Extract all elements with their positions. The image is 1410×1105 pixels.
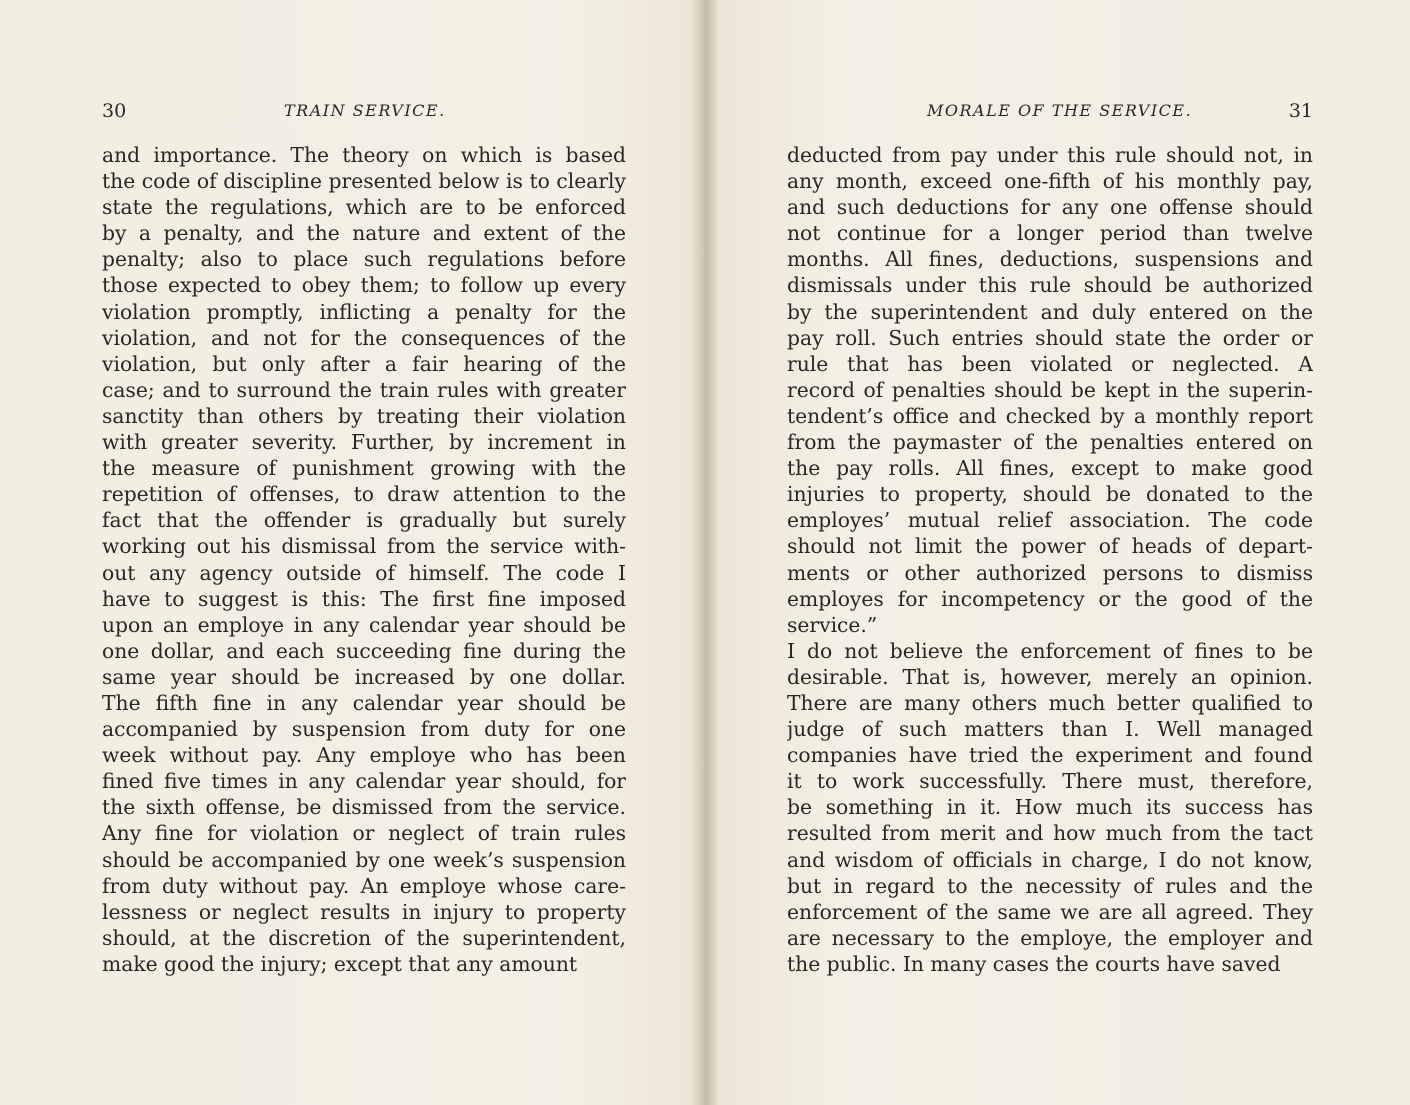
text-line: working out his dismissal from the service with- [102, 534, 626, 559]
text-line: not continue for a longer period than twelve [787, 221, 1313, 246]
left-running-head [102, 98, 626, 124]
right-page [705, 0, 1410, 1105]
text-line: violation, and not for the consequences of the [102, 325, 626, 350]
text-line: those expected to obey them; to follow up every [102, 273, 626, 298]
right-page-number: 31 [1288, 100, 1313, 122]
text-line: violation, but only after a fair hearing of the [102, 351, 626, 376]
text-line: should, at the discretion of the superintendent, [102, 925, 626, 950]
text-line: out any agency outside of himself. The code I [102, 560, 626, 585]
text-line: one dollar, and each succeeding fine during the [102, 638, 626, 663]
text-line: any month, exceed one-fifth of his monthly pay, [787, 169, 1313, 194]
right-running-head [787, 98, 1313, 124]
text-line: sanctity than others by treating their violation [102, 403, 626, 428]
text-line: same year should be increased by one dollar. [102, 664, 626, 689]
text-line: deducted from pay under this rule should not, in [787, 143, 1313, 167]
left-page-number: 30 [102, 100, 127, 122]
text-line: with greater severity. Further, by increment in [102, 430, 626, 455]
text-line: desirable. That is, however, merely an opinion. [787, 664, 1313, 689]
text-line: dismissals under this rule should be authorized [787, 273, 1313, 298]
left-running-title: TRAIN SERVICE. [284, 101, 446, 120]
right-body-text [787, 142, 1313, 977]
text-line: have to suggest is this: The first fine imposed [102, 586, 626, 611]
text-line: it to work successfully. There must, therefore, [787, 769, 1313, 794]
text-line: employes for incompetency or the good of the [787, 586, 1313, 611]
right-running-title: MORALE OF THE SERVICE. [927, 101, 1193, 120]
text-line: the public. In many cases the courts have saved [787, 951, 1281, 976]
text-line: ments or other authorized persons to dismiss [787, 560, 1313, 585]
text-line: the sixth offense, be dismissed from the service. [102, 795, 626, 820]
text-line: The fifth fine in any calendar year should be [102, 690, 626, 715]
text-line: are necessary to the employe, the employer and [787, 925, 1313, 950]
text-line: rule that has been violated or neglected. A [787, 351, 1313, 376]
text-line: fined five times in any calendar year should, for [102, 769, 626, 794]
text-line: week without pay. Any employe who has been [102, 743, 626, 768]
text-line: companies have tried the experiment and found [787, 743, 1313, 768]
text-line: and such deductions for any one offense should [787, 195, 1313, 220]
text-line: should not limit the power of heads of depart- [787, 534, 1313, 559]
text-line: pay roll. Such entries should state the order or [787, 325, 1313, 350]
text-line: I do not believe the enforcement of fines to be [787, 638, 1313, 663]
text-line: the code of discipline presented below is to clearly [102, 169, 626, 194]
text-line: record of penalties should be kept in the superin- [787, 377, 1313, 402]
text-line: violation promptly, inflicting a penalty for the [102, 299, 626, 324]
text-line: state the regulations, which are to be enforced [102, 195, 626, 220]
text-line: but in regard to the necessity of rules and the [787, 873, 1313, 898]
text-line: the pay rolls. All fines, except to make good [787, 456, 1313, 481]
text-line: by a penalty, and the nature and extent of the [102, 221, 626, 246]
text-line: accompanied by suspension from duty for one [102, 717, 626, 742]
text-line: There are many others much better qualified to [787, 690, 1313, 715]
text-line: fact that the offender is gradually but surely [102, 508, 626, 533]
text-line: months. All fines, deductions, suspensions and [787, 247, 1313, 272]
text-line: should be accompanied by one week’s suspension [102, 847, 626, 872]
text-line: from duty without pay. An employe whose care- [102, 873, 626, 898]
text-line: enforcement of the same we are all agreed. They [787, 899, 1313, 924]
text-line: be something in it. How much its success has [787, 795, 1313, 820]
text-line: the measure of punishment growing with the [102, 456, 626, 481]
text-line: case; and to surround the train rules with greater [102, 377, 626, 402]
text-line: upon an employe in any calendar year should be [102, 612, 626, 637]
text-line: injuries to property, should be donated to the [787, 482, 1313, 507]
text-line: from the paymaster of the penalties entered on [787, 430, 1313, 455]
text-line: and importance. The theory on which is based [102, 143, 626, 167]
text-line: repetition of offenses, to draw attention to the [102, 482, 626, 507]
text-line: make good the injury; except that any amount [102, 951, 578, 976]
text-line: and wisdom of officials in charge, I do not know, [787, 847, 1313, 872]
text-line: employes’ mutual relief association. The code [787, 508, 1313, 533]
text-line: lessness or neglect results in injury to property [102, 899, 626, 924]
text-line: judge of such matters than I. Well managed [787, 717, 1313, 742]
text-line: penalty; also to place such regulations before [102, 247, 626, 272]
text-line: tendent’s office and checked by a monthly report [787, 403, 1313, 428]
left-body-text [102, 142, 626, 977]
text-line: Any fine for violation or neglect of train rules [102, 821, 626, 846]
text-line: resulted from merit and how much from the tact [787, 821, 1313, 846]
text-line: by the superintendent and duly entered on the [787, 299, 1313, 324]
text-line: service.” [787, 612, 878, 637]
